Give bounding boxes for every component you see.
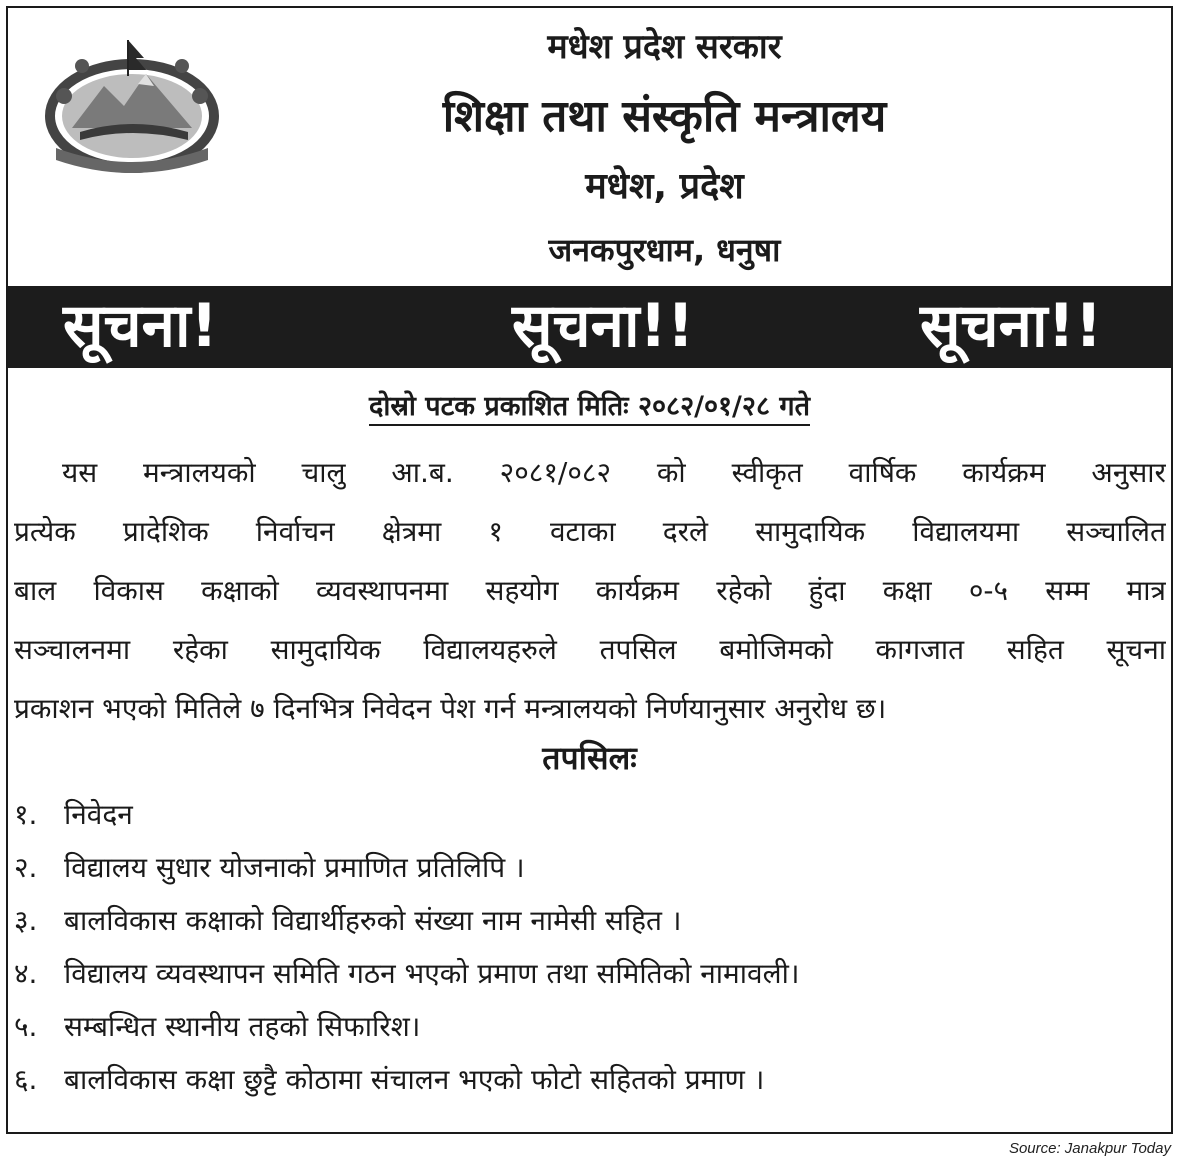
paragraph-line: प्रकाशन भएको मितिले ७ दिनभित्र निवेदन पेश गर्न मन्त्रालयको निर्णयानुसार अनुरोध छ। <box>14 692 887 725</box>
list-item <box>14 788 1164 841</box>
publication-date: दोस्रो पटक प्रकाशित मितिः २०८२/०१/२८ गते <box>369 391 810 426</box>
notice-paragraph <box>14 443 1166 738</box>
list-item-number: ६. <box>14 1063 38 1096</box>
notice-header <box>8 8 1171 286</box>
list-item <box>14 947 1164 1000</box>
ministry-title: शिक्षा तथा संस्कृति मन्त्रालय <box>442 91 887 142</box>
paragraph-line: प्रत्येक प्रादेशिक निर्वाचन क्षेत्रमा १ वटाका दरले सामुदायिक विद्यालयमा सञ्चालित <box>14 515 1166 548</box>
notice-word-3: सूचना!! <box>920 291 1103 361</box>
publication-date-line <box>8 386 1171 423</box>
list-item-text: विद्यालय व्यवस्थापन समिति गठन भएको प्रमाण तथा समितिको नामावली। <box>64 957 800 990</box>
list-item-text: विद्यालय सुधार योजनाको प्रमाणित प्रतिलिपि । <box>64 851 525 884</box>
list-item <box>14 894 1164 947</box>
list-item-text: बालविकास कक्षा छुट्टै कोठामा संचालन भएको फोटो सहितको प्रमाण । <box>64 1063 765 1096</box>
paragraph-line: यस मन्त्रालयको चालु आ.ब. २०८१/०८२ को स्वीकृत वार्षिक कार्यक्रम अनुसार <box>62 456 1166 489</box>
list-item-text: सम्बन्धित स्थानीय तहको सिफारिश। <box>64 1010 421 1043</box>
paragraph-line: सञ्चालनमा रहेका सामुदायिक विद्यालयहरुले तपसिल बमोजिमको कागजात सहित सूचना <box>14 633 1166 666</box>
list-item <box>14 1053 1164 1106</box>
paragraph-line: बाल विकास कक्षाको व्यवस्थापनमा सहयोग कार्यक्रम रहेको हुंदा कक्षा ०-५ सम्म मात्र <box>14 574 1166 607</box>
list-item-number: १. <box>14 798 38 831</box>
notice-frame <box>6 6 1173 1134</box>
list-item-number: २. <box>14 851 38 884</box>
list-item <box>14 841 1164 894</box>
document-list <box>14 788 1164 1106</box>
list-item-number: ३. <box>14 904 38 937</box>
notice-word-1: सूचना! <box>63 291 218 361</box>
source-credit: Source: Janakpur Today <box>1008 1140 1171 1157</box>
office-location: जनकपुरधाम, धनुषा <box>548 231 781 269</box>
list-item-text: बालविकास कक्षाको विद्यार्थीहरुको संख्या नाम नामेसी सहित । <box>64 904 682 937</box>
list-item-number: ४. <box>14 957 38 990</box>
list-item-number: ५. <box>14 1010 38 1043</box>
notice-banner <box>8 286 1171 368</box>
notice-word-2: सूचना!! <box>512 291 695 361</box>
list-item <box>14 1000 1164 1053</box>
province-name: मधेश, प्रदेश <box>585 166 744 207</box>
details-heading: तपसिलः <box>542 739 637 777</box>
list-item-text: निवेदन <box>64 798 133 831</box>
province-government-title: मधेश प्रदेश सरकार <box>547 27 782 67</box>
